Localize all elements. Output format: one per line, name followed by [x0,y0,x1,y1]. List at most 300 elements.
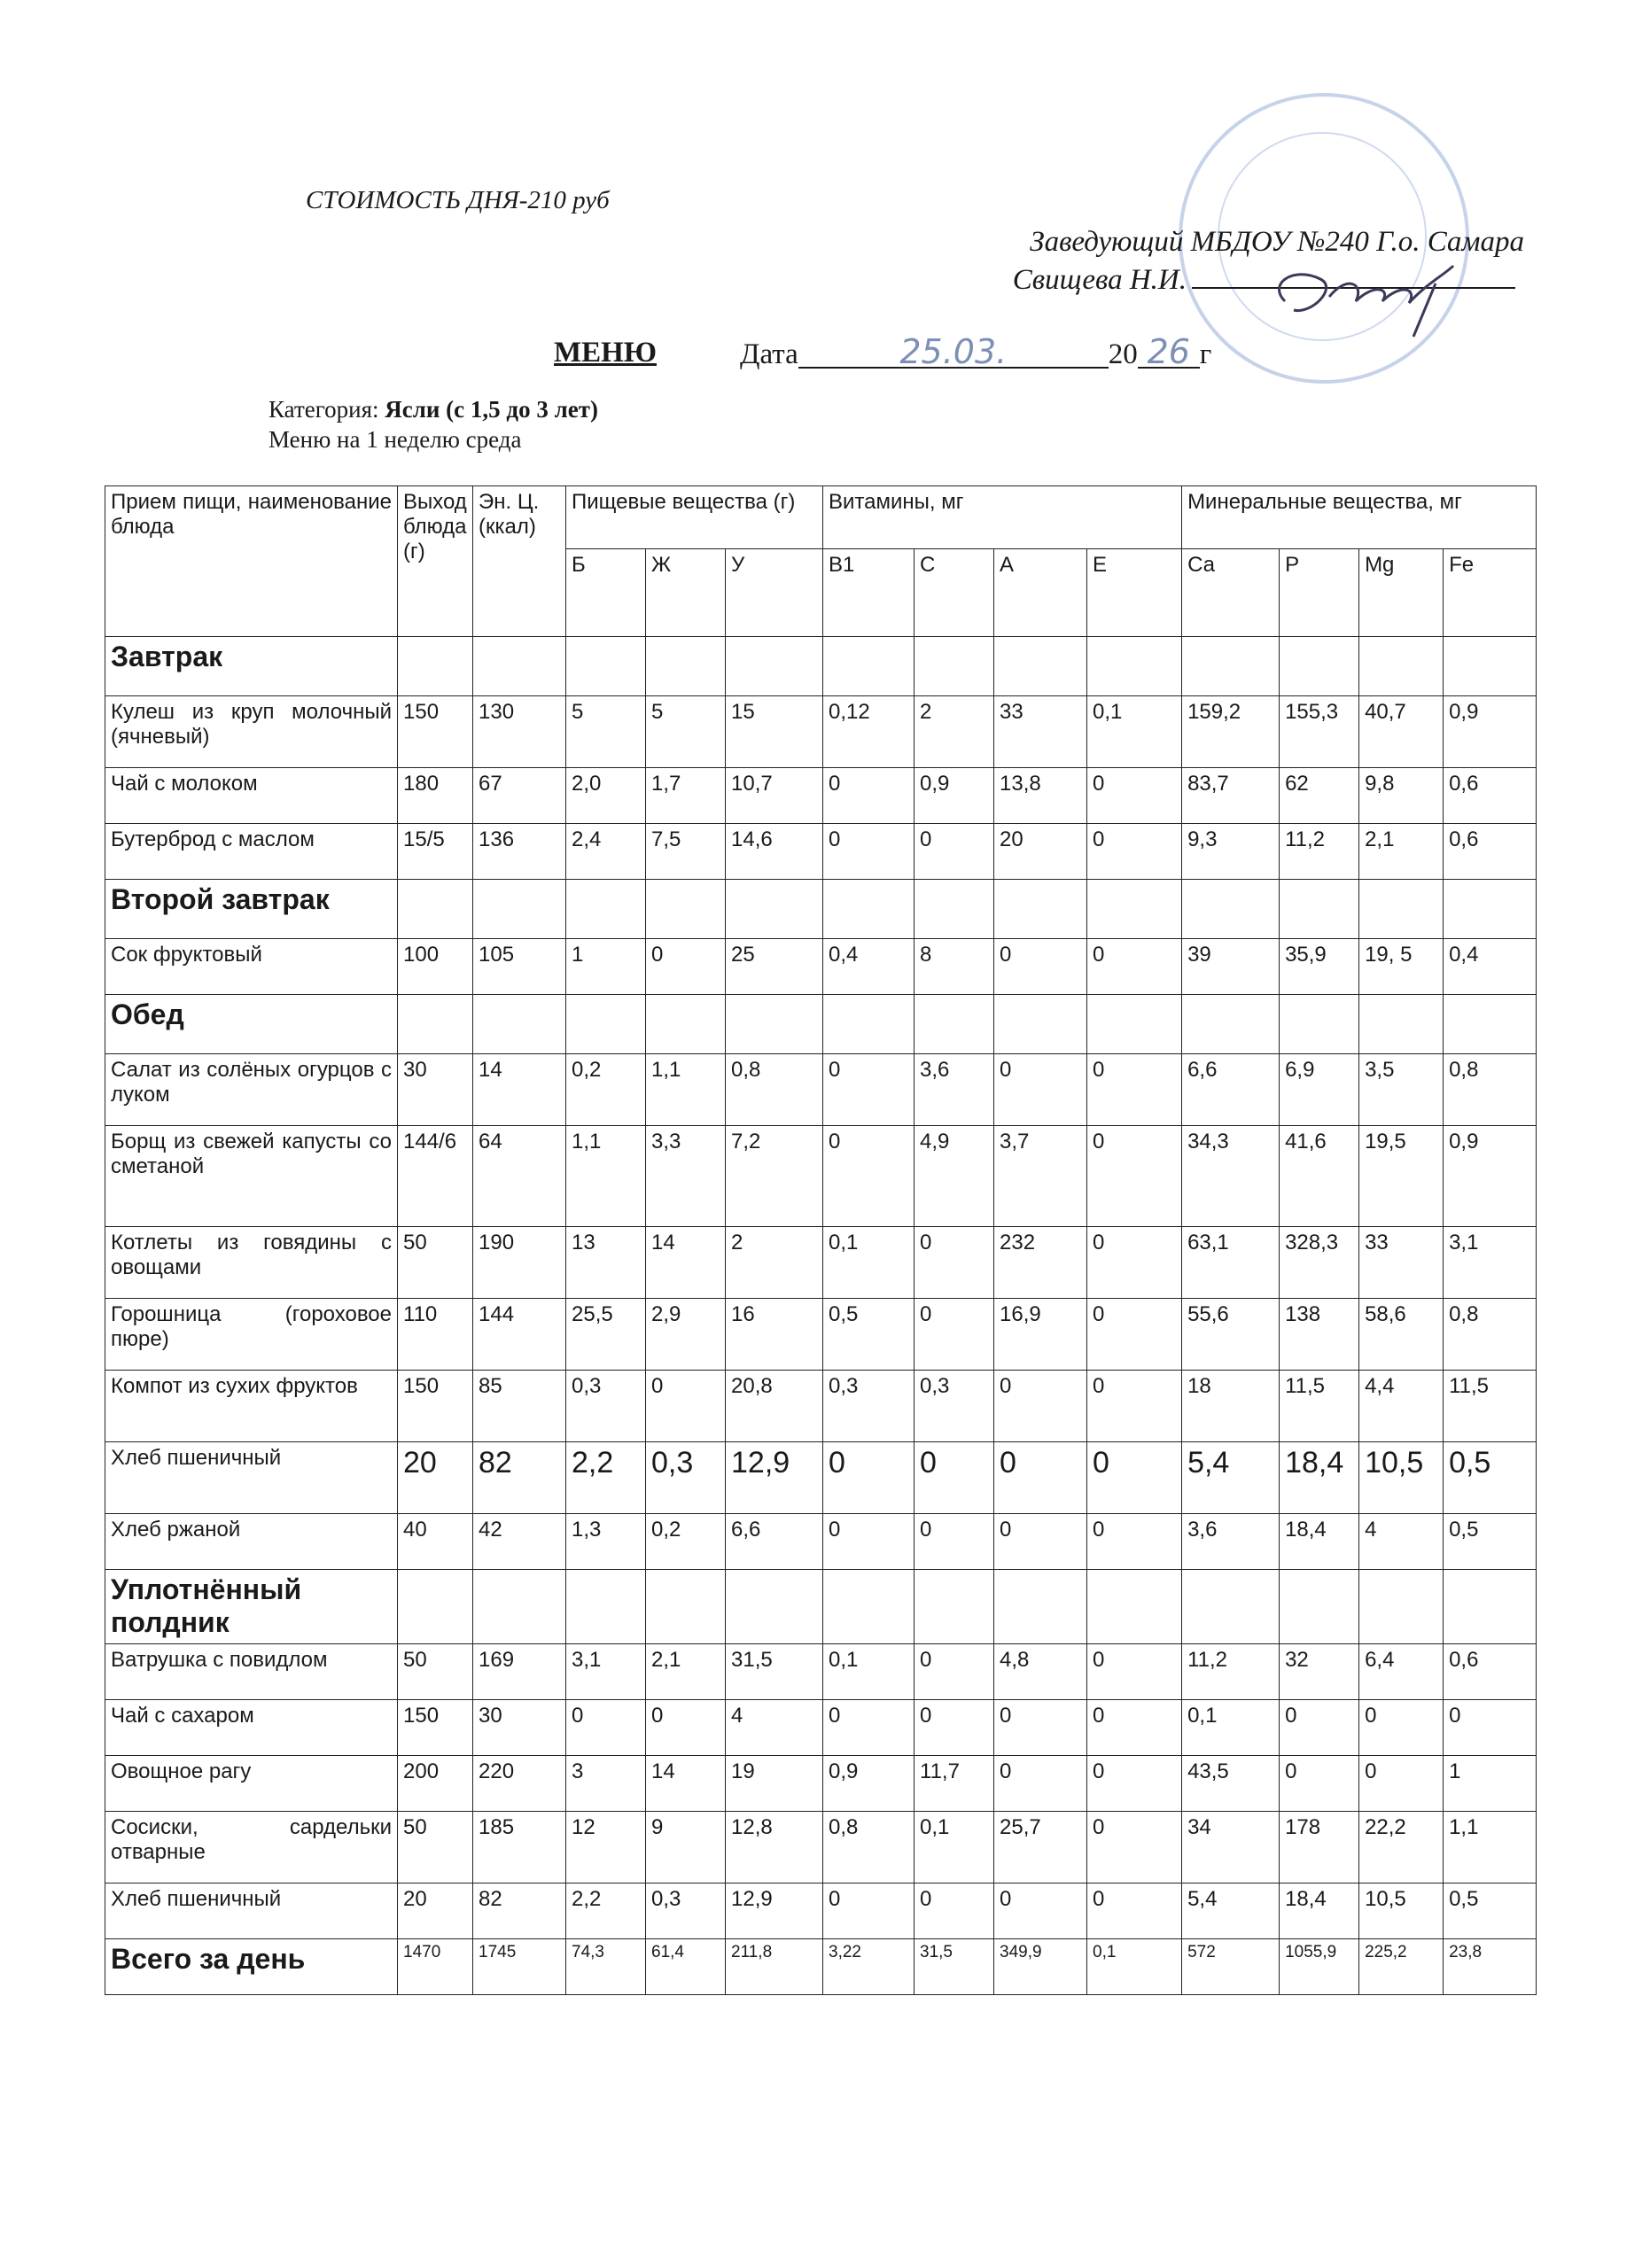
empty-cell [823,880,915,939]
value-cell: 16,9 [994,1299,1087,1371]
value-cell: 39 [1182,939,1280,995]
value-cell: 83,7 [1182,768,1280,824]
menu-title: МЕНЮ [554,337,657,369]
value-cell: 1,3 [566,1514,646,1570]
value-cell: 100 [398,939,473,995]
empty-cell [398,880,473,939]
value-cell: 105 [473,939,566,995]
value-cell: 6,6 [1182,1054,1280,1126]
value-cell: 10,5 [1359,1883,1444,1938]
value-cell: 19, 5 [1359,939,1444,995]
value-cell: 0 [1444,1699,1537,1755]
subheader-cell: Р [1280,549,1359,637]
value-cell: 0,1 [915,1811,994,1883]
value-cell: 7,5 [646,824,726,880]
empty-cell [823,637,915,696]
value-cell: 3,1 [566,1643,646,1699]
empty-cell [1087,637,1182,696]
value-cell: 0 [994,1699,1087,1755]
value-cell: 12,8 [726,1811,823,1883]
value-cell: 3,1 [1444,1227,1537,1299]
value-cell: 178 [1280,1811,1359,1883]
section-title: Уплотнённый полдник [105,1570,398,1644]
value-cell: 3,7 [994,1126,1087,1227]
value-cell: 130 [473,696,566,768]
dish-name: Чай с сахаром [105,1699,398,1755]
value-cell: 50 [398,1811,473,1883]
value-cell: 0,8 [823,1811,915,1883]
value-cell: 11,7 [915,1755,994,1811]
empty-cell [566,637,646,696]
value-cell: 20,8 [726,1371,823,1442]
empty-cell [566,880,646,939]
value-cell: 4 [1359,1514,1444,1570]
category-label: Категория: [269,396,379,423]
value-cell: 0 [994,1054,1087,1126]
subheader-cell: Fe [1444,549,1537,637]
value-cell: 0,3 [915,1371,994,1442]
value-cell: 2,2 [566,1442,646,1514]
header-nutrients: Пищевые вещества (г) [566,486,823,549]
value-cell: 0,1 [823,1227,915,1299]
value-cell: 0 [994,939,1087,995]
value-cell: 0 [1087,1442,1182,1514]
value-cell: 23,8 [1444,1938,1537,1994]
empty-cell [994,880,1087,939]
value-cell: 0,8 [1444,1054,1537,1126]
value-cell: 74,3 [566,1938,646,1994]
section-title: Второй завтрак [105,880,398,939]
value-cell: 4 [726,1699,823,1755]
value-cell: 31,5 [726,1643,823,1699]
dish-name: Котлеты из говядины с овощами [105,1227,398,1299]
value-cell: 0,3 [646,1442,726,1514]
value-cell: 61,4 [646,1938,726,1994]
empty-cell [646,637,726,696]
subheader-cell: Е [1087,549,1182,637]
table-row [105,1811,1537,1883]
header-yield: Выход блюда (г) [398,486,473,637]
value-cell: 18 [1182,1371,1280,1442]
value-cell: 0,4 [823,939,915,995]
value-cell: 0 [915,1699,994,1755]
value-cell: 1,1 [566,1126,646,1227]
empty-cell [1280,637,1359,696]
value-cell: 0 [1087,1299,1182,1371]
empty-cell [915,880,994,939]
table-row [105,1126,1537,1227]
value-cell: 232 [994,1227,1087,1299]
value-cell: 58,6 [1359,1299,1444,1371]
value-cell: 0 [646,939,726,995]
value-cell: 0,6 [1444,1643,1537,1699]
value-cell: 138 [1280,1299,1359,1371]
value-cell: 30 [398,1054,473,1126]
value-cell: 11,2 [1182,1643,1280,1699]
value-cell: 25,5 [566,1299,646,1371]
date-label: Дата [740,338,798,370]
value-cell: 1 [566,939,646,995]
section-row [105,880,1537,939]
date-value: 25.03. [798,337,1109,369]
empty-cell [994,637,1087,696]
value-cell: 3 [566,1755,646,1811]
day-cost: СТОИМОСТЬ ДНЯ-210 руб [306,186,610,214]
value-cell: 0,3 [646,1883,726,1938]
total-row [105,1938,1537,1994]
value-cell: 41,6 [1280,1126,1359,1227]
value-cell: 2 [726,1227,823,1299]
value-cell: 2,0 [566,768,646,824]
value-cell: 18,4 [1280,1514,1359,1570]
subheader-cell: А [994,549,1087,637]
table-row [105,1227,1537,1299]
value-cell: 2,9 [646,1299,726,1371]
value-cell: 6,9 [1280,1054,1359,1126]
value-cell: 0 [823,1442,915,1514]
dish-name: Компот из сухих фруктов [105,1371,398,1442]
value-cell: 0,5 [1444,1514,1537,1570]
empty-cell [1087,995,1182,1054]
value-cell: 150 [398,1699,473,1755]
value-cell: 0 [994,1442,1087,1514]
value-cell: 0 [994,1371,1087,1442]
dish-name: Чай с молоком [105,768,398,824]
value-cell: 0 [994,1883,1087,1938]
dish-name: Хлеб пшеничный [105,1442,398,1514]
empty-cell [726,880,823,939]
value-cell: 2 [915,696,994,768]
table-row [105,1643,1537,1699]
value-cell: 13 [566,1227,646,1299]
section-title: Обед [105,995,398,1054]
value-cell: 0,6 [1444,768,1537,824]
value-cell: 0 [646,1699,726,1755]
subheader-cell: Са [1182,549,1280,637]
empty-cell [1444,637,1537,696]
value-cell: 8 [915,939,994,995]
empty-cell [1087,880,1182,939]
value-cell: 0 [823,1126,915,1227]
value-cell: 150 [398,696,473,768]
value-cell: 0,6 [1444,824,1537,880]
value-cell: 0,5 [823,1299,915,1371]
empty-cell [1182,637,1280,696]
value-cell: 42 [473,1514,566,1570]
dish-name: Борщ из свежей капусты со сметаной [105,1126,398,1227]
value-cell: 20 [398,1883,473,1938]
value-cell: 15/5 [398,824,473,880]
signature-mark [1258,248,1489,346]
subheader-cell: Mg [1359,549,1444,637]
value-cell: 1 [1444,1755,1537,1811]
empty-cell [646,880,726,939]
value-cell: 190 [473,1227,566,1299]
value-cell: 85 [473,1371,566,1442]
value-cell: 0 [915,1883,994,1938]
value-cell: 6,4 [1359,1643,1444,1699]
value-cell: 0 [915,1442,994,1514]
empty-cell [1444,880,1537,939]
value-cell: 0,3 [566,1371,646,1442]
year-suffix: г [1199,338,1212,370]
empty-cell [566,995,646,1054]
value-cell: 82 [473,1883,566,1938]
dish-name: Хлеб ржаной [105,1514,398,1570]
value-cell: 33 [1359,1227,1444,1299]
week-label: Меню на 1 неделю среда [269,426,522,453]
value-cell: 0 [1359,1755,1444,1811]
value-cell: 16 [726,1299,823,1371]
value-cell: 0 [823,1514,915,1570]
section-row [105,995,1537,1054]
value-cell: 1,1 [646,1054,726,1126]
empty-cell [473,880,566,939]
value-cell: 20 [994,824,1087,880]
value-cell: 0 [823,768,915,824]
subheader-cell: С [915,549,994,637]
value-cell: 0,1 [1087,696,1182,768]
value-cell: 0,2 [646,1514,726,1570]
table-row [105,939,1537,995]
value-cell: 328,3 [1280,1227,1359,1299]
empty-cell [1280,995,1359,1054]
value-cell: 33 [994,696,1087,768]
value-cell: 0 [1087,824,1182,880]
empty-cell [1444,995,1537,1054]
dish-name: Кулеш из круп молочный (ячневый) [105,696,398,768]
value-cell: 13,8 [994,768,1087,824]
value-cell: 0 [1087,939,1182,995]
empty-cell [473,637,566,696]
table-row [105,1755,1537,1811]
value-cell: 3,5 [1359,1054,1444,1126]
empty-cell [398,995,473,1054]
value-cell: 1,1 [1444,1811,1537,1883]
dish-name: Сок фруктовый [105,939,398,995]
value-cell: 0,4 [1444,939,1537,995]
value-cell: 55,6 [1182,1299,1280,1371]
value-cell: 1055,9 [1280,1938,1359,1994]
value-cell: 200 [398,1755,473,1811]
value-cell: 0,9 [915,768,994,824]
subheader-cell: Ж [646,549,726,637]
value-cell: 11,2 [1280,824,1359,880]
value-cell: 0 [1087,1126,1182,1227]
value-cell: 0 [915,1514,994,1570]
header-minerals: Минеральные вещества, мг [1182,486,1537,549]
value-cell: 0 [566,1699,646,1755]
value-cell: 1,7 [646,768,726,824]
value-cell: 35,9 [1280,939,1359,995]
table-row [105,1054,1537,1126]
value-cell: 572 [1182,1938,1280,1994]
empty-cell [646,995,726,1054]
value-cell: 4,8 [994,1643,1087,1699]
value-cell: 0 [1087,1227,1182,1299]
dish-name: Ватрушка с повидлом [105,1643,398,1699]
empty-cell [726,995,823,1054]
value-cell: 9,8 [1359,768,1444,824]
value-cell: 40,7 [1359,696,1444,768]
value-cell: 2,1 [1359,824,1444,880]
table-row [105,1442,1537,1514]
director-title: Заведующий МБДОУ №240 Г.о. Самара [1030,226,1524,258]
empty-cell [1182,995,1280,1054]
empty-cell [473,1570,566,1644]
subheader-cell: У [726,549,823,637]
empty-cell [398,1570,473,1644]
value-cell: 0,1 [1087,1938,1182,1994]
header-meal: Прием пищи, наименование блюда [105,486,398,637]
value-cell: 220 [473,1755,566,1811]
value-cell: 14,6 [726,824,823,880]
header-energy: Эн. Ц. (ккал) [473,486,566,637]
value-cell: 3,3 [646,1126,726,1227]
value-cell: 1745 [473,1938,566,1994]
value-cell: 0 [915,1299,994,1371]
value-cell: 3,22 [823,1938,915,1994]
empty-cell [823,1570,915,1644]
value-cell: 144/6 [398,1126,473,1227]
value-cell: 144 [473,1299,566,1371]
empty-cell [646,1570,726,1644]
value-cell: 31,5 [915,1938,994,1994]
table-row [105,1514,1537,1570]
empty-cell [1359,880,1444,939]
empty-cell [915,995,994,1054]
dish-name: Хлеб пшеничный [105,1883,398,1938]
value-cell: 67 [473,768,566,824]
value-cell: 12 [566,1811,646,1883]
value-cell: 34 [1182,1811,1280,1883]
subheader-cell: В1 [823,549,915,637]
value-cell: 10,7 [726,768,823,824]
value-cell: 0 [1087,768,1182,824]
value-cell: 0,9 [1444,696,1537,768]
empty-cell [1182,880,1280,939]
value-cell: 0 [823,1883,915,1938]
value-cell: 11,5 [1280,1371,1359,1442]
empty-cell [1182,1570,1280,1644]
value-cell: 1470 [398,1938,473,1994]
value-cell: 30 [473,1699,566,1755]
value-cell: 40 [398,1514,473,1570]
value-cell: 4,4 [1359,1371,1444,1442]
table-row [105,1371,1537,1442]
section-row [105,1570,1537,1644]
dish-name: Сосиски, сардельки отварные [105,1811,398,1883]
value-cell: 0,1 [1182,1699,1280,1755]
value-cell: 0,5 [1444,1883,1537,1938]
value-cell: 0,9 [823,1755,915,1811]
value-cell: 0,1 [823,1643,915,1699]
value-cell: 19,5 [1359,1126,1444,1227]
value-cell: 0 [994,1514,1087,1570]
value-cell: 2,4 [566,824,646,880]
value-cell: 0,8 [1444,1299,1537,1371]
value-cell: 6,6 [726,1514,823,1570]
value-cell: 0,9 [1444,1126,1537,1227]
value-cell: 14 [646,1227,726,1299]
year-prefix: 20 [1108,338,1138,370]
value-cell: 64 [473,1126,566,1227]
value-cell: 5,4 [1182,1442,1280,1514]
dish-name: Горошница (гороховое пюре) [105,1299,398,1371]
value-cell: 9 [646,1811,726,1883]
value-cell: 18,4 [1280,1442,1359,1514]
value-cell: 159,2 [1182,696,1280,768]
value-cell: 12,9 [726,1883,823,1938]
category-value: Ясли (с 1,5 до 3 лет) [385,396,598,423]
value-cell: 0 [1087,1371,1182,1442]
empty-cell [726,637,823,696]
value-cell: 0,2 [566,1054,646,1126]
value-cell: 22,2 [1359,1811,1444,1883]
empty-cell [915,637,994,696]
year-value: 26 [1138,337,1200,369]
value-cell: 169 [473,1643,566,1699]
value-cell: 0 [646,1371,726,1442]
subheader-cell: Б [566,549,646,637]
value-cell: 2,2 [566,1883,646,1938]
value-cell: 150 [398,1371,473,1442]
value-cell: 5 [566,696,646,768]
value-cell: 0 [823,824,915,880]
value-cell: 62 [1280,768,1359,824]
value-cell: 11,5 [1444,1371,1537,1442]
value-cell: 0 [1087,1755,1182,1811]
table-row [105,1299,1537,1371]
empty-cell [726,1570,823,1644]
value-cell: 10,5 [1359,1442,1444,1514]
value-cell: 14 [473,1054,566,1126]
table-row [105,824,1537,880]
value-cell: 185 [473,1811,566,1883]
value-cell: 82 [473,1442,566,1514]
value-cell: 5,4 [1182,1883,1280,1938]
empty-cell [994,995,1087,1054]
value-cell: 0 [1280,1755,1359,1811]
value-cell: 32 [1280,1643,1359,1699]
empty-cell [1087,1570,1182,1644]
value-cell: 3,6 [915,1054,994,1126]
value-cell: 0,12 [823,696,915,768]
value-cell: 225,2 [1359,1938,1444,1994]
value-cell: 15 [726,696,823,768]
value-cell: 9,3 [1182,824,1280,880]
value-cell: 14 [646,1755,726,1811]
value-cell: 0 [1087,1699,1182,1755]
value-cell: 0,8 [726,1054,823,1126]
value-cell: 0 [915,1227,994,1299]
value-cell: 4,9 [915,1126,994,1227]
value-cell: 0 [1087,1514,1182,1570]
table-row [105,1699,1537,1755]
value-cell: 50 [398,1227,473,1299]
table-row [105,1883,1537,1938]
value-cell: 19 [726,1755,823,1811]
dish-name: Салат из солёных огурцов с луком [105,1054,398,1126]
table-row [105,768,1537,824]
value-cell: 0 [1280,1699,1359,1755]
director-name: Свищева Н.И. [1012,264,1187,296]
date-line [740,332,1212,371]
value-cell: 211,8 [726,1938,823,1994]
value-cell: 0,5 [1444,1442,1537,1514]
empty-cell [994,1570,1087,1644]
table-row [105,696,1537,768]
